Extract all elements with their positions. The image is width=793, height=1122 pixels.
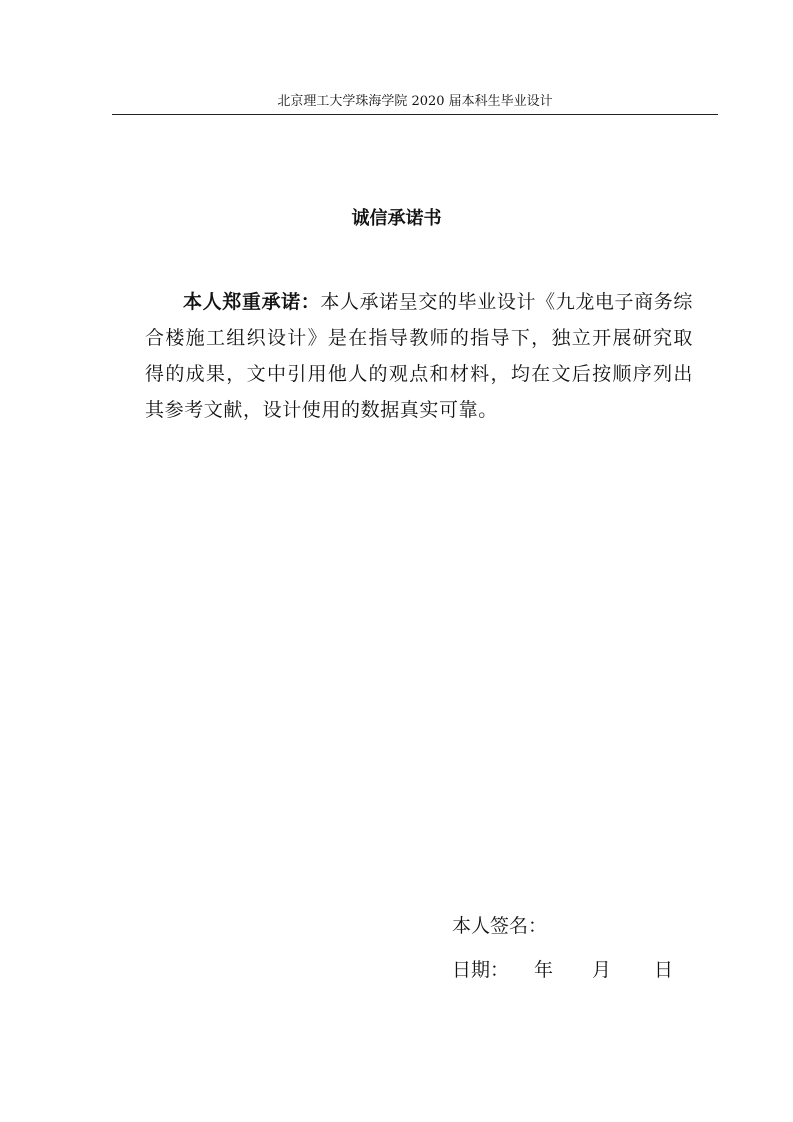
document-title: 诚信承诺书: [351, 208, 442, 229]
date-row: [452, 956, 673, 984]
date-label: 日期：: [452, 959, 510, 981]
pledge-paragraph: [145, 284, 693, 428]
header-text: 北京理工大学珠海学院 2020 届本科生毕业设计: [277, 94, 553, 109]
pledge-lead: 本人郑重承诺：: [183, 291, 321, 313]
date-year: 年: [534, 959, 554, 981]
signature-label: 本人签名：: [452, 915, 548, 937]
page-header: [112, 92, 718, 115]
pledge-body: 本人承诺呈交的毕业设计《九龙电子商务综合楼施工组织设计》是在指导教师的指导下，独立开展研究取得的成果，文中引用他人的观点和材料，均在文后按顺序列出其参考文献，设计使用的数据真实可靠。: [145, 291, 693, 421]
date-month: 月: [592, 959, 612, 981]
date-day: 日: [654, 959, 674, 981]
